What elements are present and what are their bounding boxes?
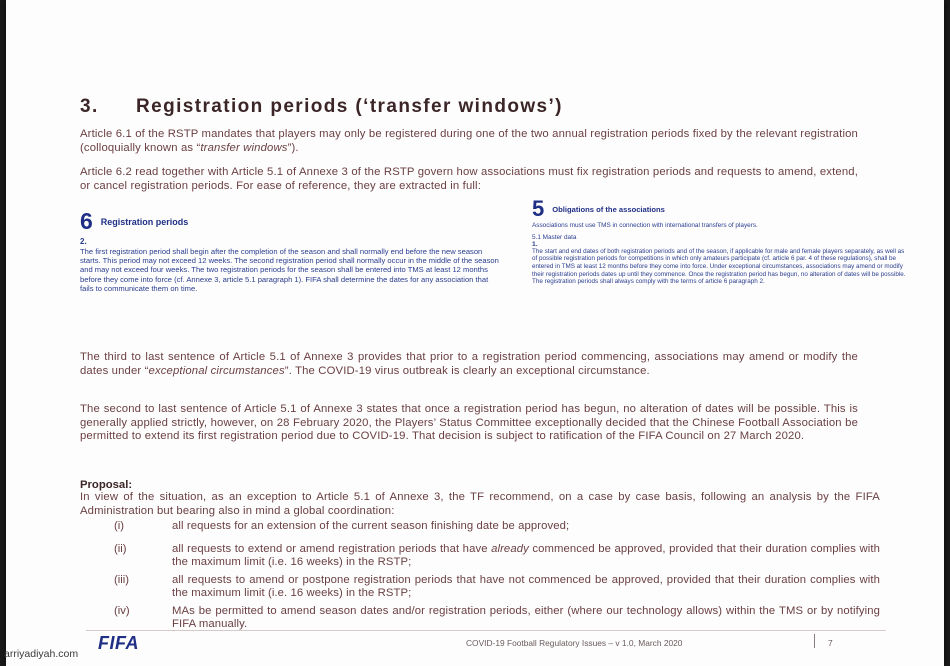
paragraph-second-to-last: The second to last sentence of Article 5.1 of Annexe 3 states that once a registration period has begun, no alteration of dates will be possible. This is generally applied strictly, however, on 28 February 2020, the Players’ Status Committee exceptionally decided that the Chinese Football Association be permitted to extend its first registration period due to COVID-19. That decision is subject to ratification of the FIFA Council on 27 March 2020. [80,403,858,443]
excerpt5-section: 5.1 Master data [532,233,577,241]
footer-divider [86,630,886,631]
proposal-item-number: (iii) [114,574,130,586]
excerpt5-intro: Associations must use TMS in connection with international transfers of players. [532,222,758,229]
proposal-item-text: MAs be permitted to amend season dates and/or registration periods, either (where our technology allows) within the TMS or by notifying FIFA manually. [172,605,880,630]
proposal-heading: Proposal: [80,479,133,491]
para3-text: The third to last sentence of Article 5.1 of Annexe 3 provides that prior to a registration period commencing, associations may amend or modify the dates under “ [80,351,858,377]
excerpt6-number: 6 [80,208,93,234]
paragraph-article-6-1 [80,128,858,155]
page-number: 7 [828,638,833,648]
proposal-item-number: (iv) [114,605,130,617]
excerpt6-title: Registration periods [100,216,189,227]
site-watermark: arriyadiyah.com [4,648,79,660]
paragraph-article-6-2: Article 6.2 read together with Article 5.1 of Annexe 3 of the RSTP govern how associations must fix registration periods and requests to amend, extend, or cancel registration periods. For ease of reference, they are extracted in full: [80,166,858,192]
proposal-item-text-end: commenced be approved, provided that their duration complies with the maximum limit (i.e. 16 weeks) in the RSTP; [172,543,880,568]
excerpt5-subnumber: 1. [532,240,538,248]
section-heading [80,96,563,118]
proposal-item-number: (ii) [114,543,127,555]
para1-text: Article 6.1 of the RSTP mandates that players may only be registered during one of the two annual registration periods fixed by the relevant registration (colloquially known as “ [80,128,858,154]
footer-document-title: COVID-19 Football Regulatory Issues – v 1.0, March 2020 [466,638,683,648]
excerpt-article-6 [80,208,500,293]
proposal-item-number: (i) [114,520,125,532]
proposal-intro: In view of the situation, as an exception to Article 5.1 of Annexe 3, the TF recommend, on a case by case basis, following an analysis by the FIFA Administration but bearing also in mind a global coordination: [80,491,880,517]
proposal-item-text: all requests for an extension of the current season finishing date be approved; [172,520,570,532]
section-title: Registration periods (‘transfer windows’) [136,96,563,117]
proposal-item-italic: already [491,543,529,555]
excerpt5-number: 5 [532,196,545,221]
proposal-item-text [172,543,880,569]
section-number: 3. [80,96,99,117]
para1-text-end: ”). [287,141,299,154]
excerpt5-text: The start and end dates of both registration periods and of the season, if applicable for male and female players separately, as well as of possible registration periods for competitions in which only amateurs participate (cf. article 6 par. 4 of these regulations), shall be entered in TMS at least 12 months before they come into force. Under exceptional circumstances, associations may amend or modify their registration periods dates up until they commence. Once the registration period has begun, no alteration of dates will be possible. The registration periods shall always comply with the terms of article 6 paragraph 2. [532,247,906,286]
para1-italic: transfer windows [200,141,288,154]
excerpt5-title: Obligations of the associations [552,204,665,214]
para3-text-end: ”. The COVID-19 virus outbreak is clearly an exceptional circumstance. [284,364,650,377]
document-page [6,0,944,666]
para3-italic: exceptional circumstances [148,364,285,377]
excerpt6-subnumber: 2. [80,237,87,246]
fifa-logo: FIFA [98,633,139,653]
footer-separator [814,634,815,648]
paragraph-third-to-last [80,351,858,378]
proposal-item-text: all requests to amend or postpone registration periods that have not commenced be approved, provided that their duration complies with the maximum limit (i.e. 16 weeks) in the RSTP; [172,574,880,599]
excerpt6-text: The first registration period shall begin after the completion of the season and shall normally end before the new season starts. This period may not exceed 12 weeks. The second registration period shall normally occur in the middle of the season and may not exceed four weeks. The two registration periods for the season shall be entered into TMS at least 12 months before they come into force (cf. Annexe 3, article 5.1 paragraph 1). FIFA shall determine the dates for any association that fails to communicate them on time. [80,247,499,293]
excerpt-article-5 [532,196,906,286]
proposal-item-text-start: all requests to extend or amend registration periods that have [172,543,492,555]
